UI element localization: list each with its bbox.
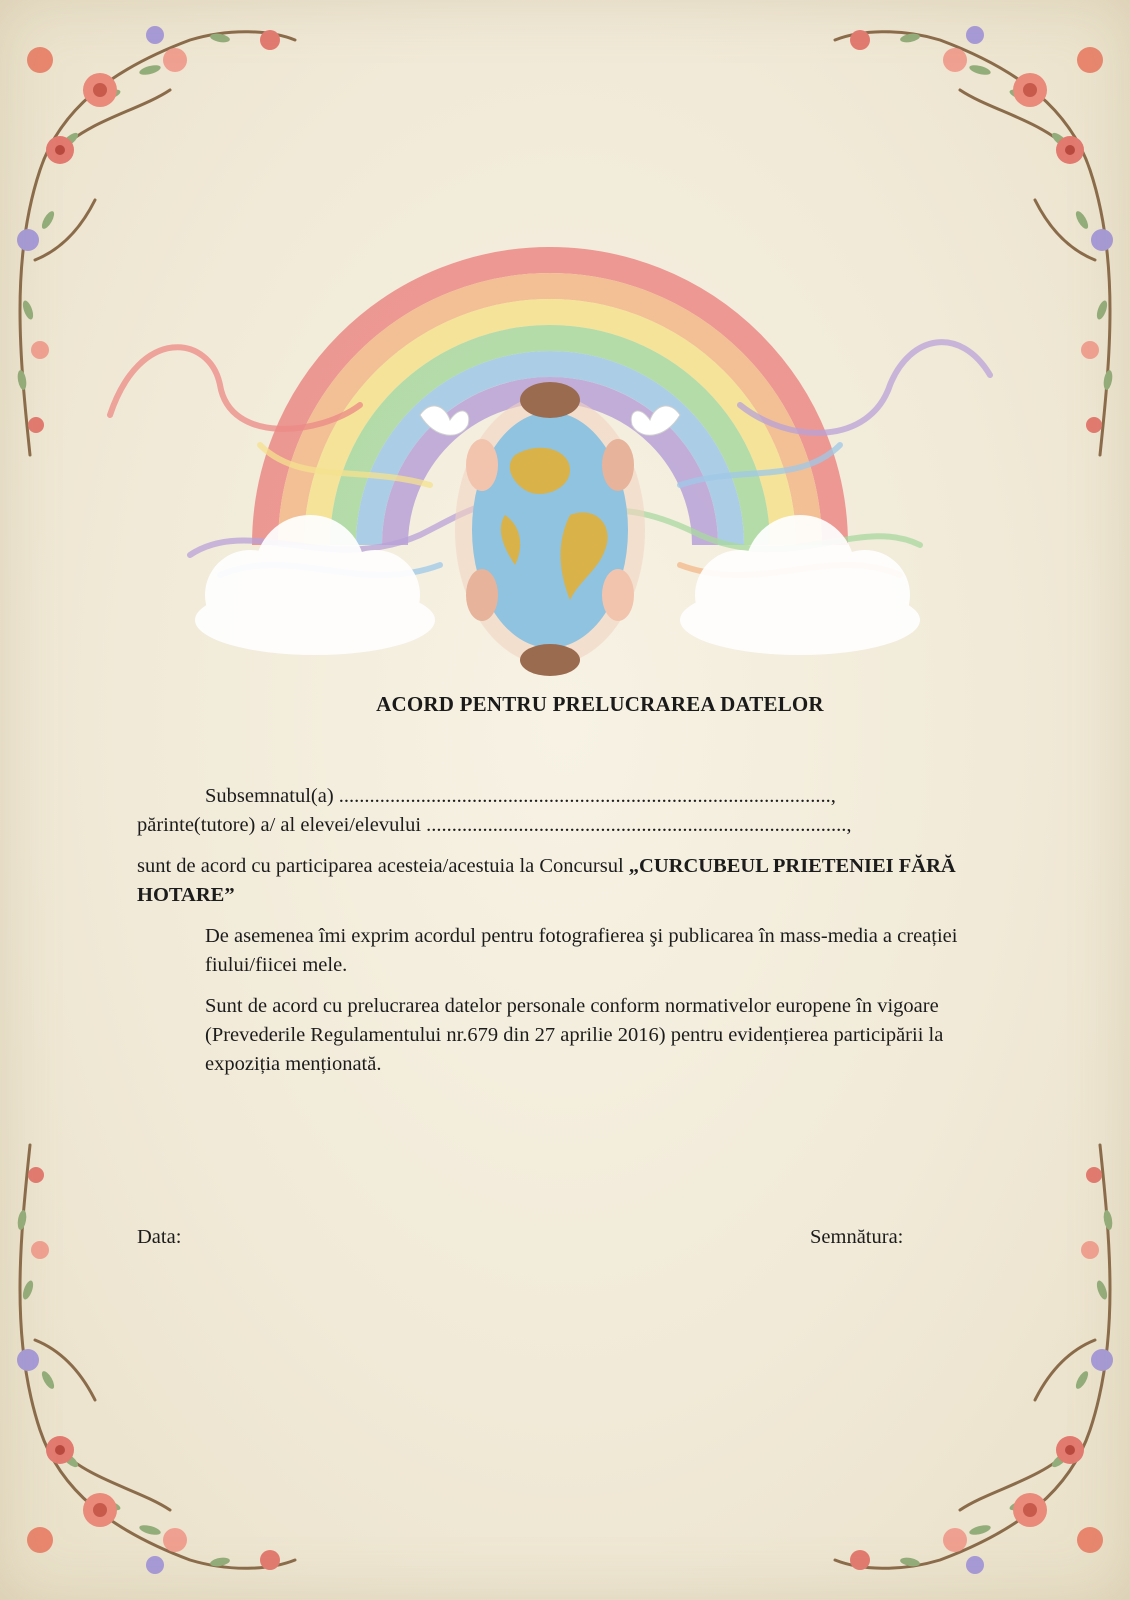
contest-name: „CURCUBEUL PRIETENIEI FĂRĂ HOTARE” [137, 855, 956, 906]
media-consent-paragraph: De asemenea îmi exprim acordul pentru fotografierea şi publicarea în mass-media a creației fiului/fiicei mele. [205, 925, 958, 976]
participation-consent-line [137, 852, 987, 910]
date-label: Data: [137, 1226, 182, 1248]
student-name-line: părinte(tutore) a/ al elevei/elevului .................................................................................., [137, 814, 852, 836]
earth-globe [455, 382, 645, 676]
floral-corner-bottom-left [0, 1140, 300, 1600]
document-title: ACORD PENTRU PRELUCRAREA DATELOR [376, 692, 824, 716]
parent-name-line: Subsemnatul(a) ................................................................................................, [205, 785, 836, 807]
signature-label: Semnătura: [810, 1226, 904, 1248]
rainbow-earth-illustration [100, 215, 1000, 685]
floral-corner-bottom-right [830, 1140, 1130, 1600]
data-processing-paragraph: Sunt de acord cu prelucrarea datelor personale conform normativelor europene în vigoare (Prevederile Regulamentului nr.679 din 27 aprilie 2016) pentru evidențierea participării la expoziția menționată. [205, 995, 944, 1075]
participation-consent-text: sunt de acord cu participarea acesteia/acestuia la Concursul [137, 855, 629, 877]
document-body [137, 782, 987, 1079]
